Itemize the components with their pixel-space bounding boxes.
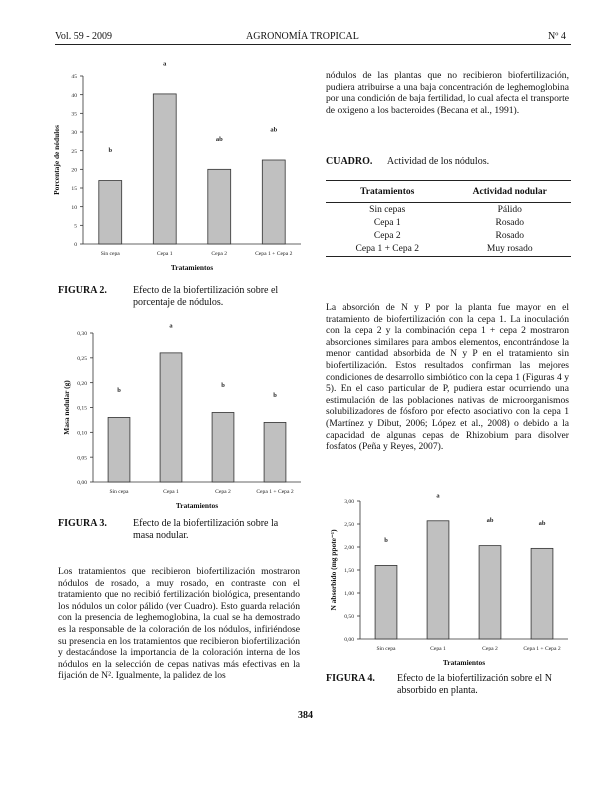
y-tick-label: 0,30 — [77, 331, 87, 338]
x-tick-label: Cepa 1 + Cepa 2 — [256, 489, 294, 495]
x-tick-label: Sin cepa — [100, 251, 120, 257]
figure2-caption-line2: porcentaje de nódulos. — [133, 297, 224, 308]
y-tick-label: 0,00 — [344, 637, 354, 644]
y-tick-label: 2,50 — [344, 522, 354, 529]
table-row — [326, 243, 571, 257]
header-volume: Vol. 59 - 2009 — [55, 31, 113, 42]
bar — [262, 160, 285, 244]
figure2-caption-text: Efecto de la biofertilización sobre el — [133, 285, 279, 296]
table-cell: Sin cepas — [369, 204, 406, 215]
cuadro-heading — [326, 156, 489, 168]
significance-letter: b — [117, 387, 121, 395]
significance-letter: ab — [215, 135, 223, 143]
table-row — [326, 216, 571, 229]
figure4-caption — [326, 673, 576, 697]
x-axis-label: Tratamientos — [175, 501, 219, 510]
y-tick-label: 0,25 — [77, 356, 87, 363]
bar — [153, 94, 176, 244]
y-tick-label: 30 — [71, 130, 77, 137]
significance-letter: a — [436, 492, 440, 500]
bar — [531, 548, 553, 639]
y-axis-label: N absorbido (mg ppote⁻¹) — [329, 529, 338, 611]
bar — [264, 422, 286, 482]
table-cell: Cepa 1 + Cepa 2 — [355, 244, 419, 255]
left-body-text: Los tratamientos que recibieron biofertilización mostraron nódulos de rosado, a muy rosado, en contraste con el tratamiento que no recibió fertilización biológica, presentando los nódulos un color pálido (ver Cuadro). Esto guarda relación con la presencia de leghemoglobina, la cual se ha demostrado es la responsable de la coloración de los nódulos, infiriéndose su presencia en los tratamientos que recibieron biofertilización y destacándose la importancia de la coloración interna de los nódulos en la selección de cepas nativas más efectivas en la fijación de N². Igualmente, la palidez de los — [58, 566, 300, 682]
significance-letter: b — [108, 146, 113, 154]
cuadro-col-actividad: Actividad nodular — [449, 181, 572, 203]
significance-letter: b — [384, 536, 388, 544]
significance-letter: b — [221, 382, 225, 390]
y-tick-label: 45 — [71, 74, 77, 81]
header-issue: Nº 4 — [548, 31, 566, 42]
y-axis-label: Masa nodular (g) — [62, 380, 71, 435]
y-tick-label: 0,05 — [77, 455, 87, 462]
bar — [160, 353, 182, 482]
y-tick-label: 1,50 — [344, 568, 354, 575]
y-tick-label: 1,00 — [344, 591, 354, 598]
figure2-chart — [52, 60, 305, 278]
bar — [108, 417, 130, 482]
bar — [208, 169, 231, 244]
figure4-caption-text: Efecto de la biofertilización sobre el N — [397, 673, 552, 684]
x-tick-label: Sin cepa — [376, 646, 396, 652]
significance-letter: ab — [270, 126, 278, 134]
right-top-text: nódulos de las plantas que no recibieron biofertilización, pudiera atribuirse a una baja concentración de leghemoglobina por una condición de baja fertilidad, lo cual afecta el transporte de oxigeno a los bacteroides (Becana et al., 1991). — [326, 70, 569, 116]
cuadro-title: Actividad de los nódulos. — [386, 156, 490, 167]
x-tick-label: Cepa 1 + Cepa 2 — [255, 251, 293, 257]
x-tick-label: Cepa 1 — [163, 489, 179, 495]
y-tick-label: 40 — [71, 92, 77, 99]
x-tick-label: Cepa 2 — [215, 489, 231, 495]
x-tick-label: Sin cepa — [109, 489, 129, 495]
y-tick-label: 20 — [71, 167, 77, 174]
figure4-label: FIGURA 4. — [326, 673, 375, 684]
significance-letter: b — [273, 392, 277, 400]
figure2-label: FIGURA 2. — [58, 285, 107, 296]
figure3-caption-line2: masa nodular. — [133, 530, 189, 541]
table-cell: Pálido — [497, 204, 522, 215]
significance-letter: ab — [538, 519, 546, 527]
right-middle-text: La absorción de N y P por la planta fue mayor en el tratamiento de biofertilización con la cepa 1. La inoculación con la cepa 2 y la combinación cepa 1 + cepa 2 mostraron absorciones similares para ambos elementos, encontrándose la menor cantidad absorbida de N y P en el tratamiento sin biofertilización. Estos resultados confirman las mejores condiciones de desarrollo simbiótico con la cepa 1 (Figuras 4 y 5). En el caso particular de P, pudiera estar ocurriendo una estimulación de las poblaciones nativas de microorganismos solubilizadores de fósforo por efecto asociativo con la cepa 1 (Martínez y Dibut, 2006; López et al., 2008) o debido a la capacidad de algunas cepas de Rhizobium para disolver fosfatos (Peña y Reyes, 2007). — [326, 302, 569, 453]
table-cell: Muy rosado — [486, 244, 533, 255]
figure3-caption — [58, 518, 308, 542]
figure2-caption — [58, 285, 308, 309]
significance-letter: a — [163, 60, 167, 68]
bar — [427, 521, 449, 639]
y-tick-label: 2,00 — [344, 545, 354, 552]
table-row — [326, 203, 571, 217]
figure3-caption-text: Efecto de la biofertilización sobre la — [133, 518, 279, 529]
y-tick-label: 0,20 — [77, 380, 87, 387]
header-journal: AGRONOMÍA TROPICAL — [246, 31, 359, 42]
x-tick-label: Cepa 2 — [482, 646, 498, 652]
x-tick-label: Cepa 1 — [430, 646, 446, 652]
y-tick-label: 10 — [71, 204, 77, 211]
y-tick-label: 0,50 — [344, 614, 354, 621]
bar — [212, 412, 234, 482]
y-tick-label: 3,00 — [344, 499, 354, 506]
y-tick-label: 0 — [74, 242, 77, 249]
y-tick-label: 35 — [71, 111, 77, 118]
figure3-chart — [55, 322, 305, 520]
x-tick-label: Cepa 2 — [211, 251, 228, 257]
bar — [479, 546, 501, 639]
x-tick-label: Cepa 1 — [156, 251, 173, 257]
figure4-chart — [318, 492, 573, 673]
significance-letter: a — [169, 322, 173, 330]
y-tick-label: 0,15 — [77, 405, 87, 412]
x-axis-label: Tratamientos — [170, 263, 214, 272]
table-cell: Rosado — [495, 230, 524, 241]
bar — [99, 181, 122, 244]
table-cell: Rosado — [495, 217, 524, 228]
figure3-label: FIGURA 3. — [58, 518, 107, 529]
y-tick-label: 0,00 — [77, 480, 87, 487]
table-cell: Cepa 1 — [373, 217, 401, 228]
header-rule — [55, 44, 571, 45]
figure4-caption-line2: absorbido en planta. — [397, 685, 478, 696]
table-cell: Cepa 2 — [373, 230, 401, 241]
cuadro-label: CUADRO. — [326, 156, 373, 167]
bar — [375, 565, 397, 639]
y-tick-label: 15 — [71, 186, 77, 193]
x-tick-label: Cepa 1 + Cepa 2 — [523, 646, 561, 652]
y-axis-label: Porcentaje de nódulos — [52, 125, 61, 195]
y-tick-label: 25 — [71, 148, 77, 155]
y-tick-label: 0,10 — [77, 430, 87, 437]
y-tick-label: 5 — [74, 223, 77, 230]
x-axis-label: Tratamientos — [442, 658, 486, 667]
table-row — [326, 229, 571, 242]
cuadro-col-tratamientos: Tratamientos — [326, 181, 449, 203]
significance-letter: ab — [486, 517, 494, 525]
cuadro-table — [326, 181, 571, 257]
page-number: 384 — [298, 710, 313, 721]
